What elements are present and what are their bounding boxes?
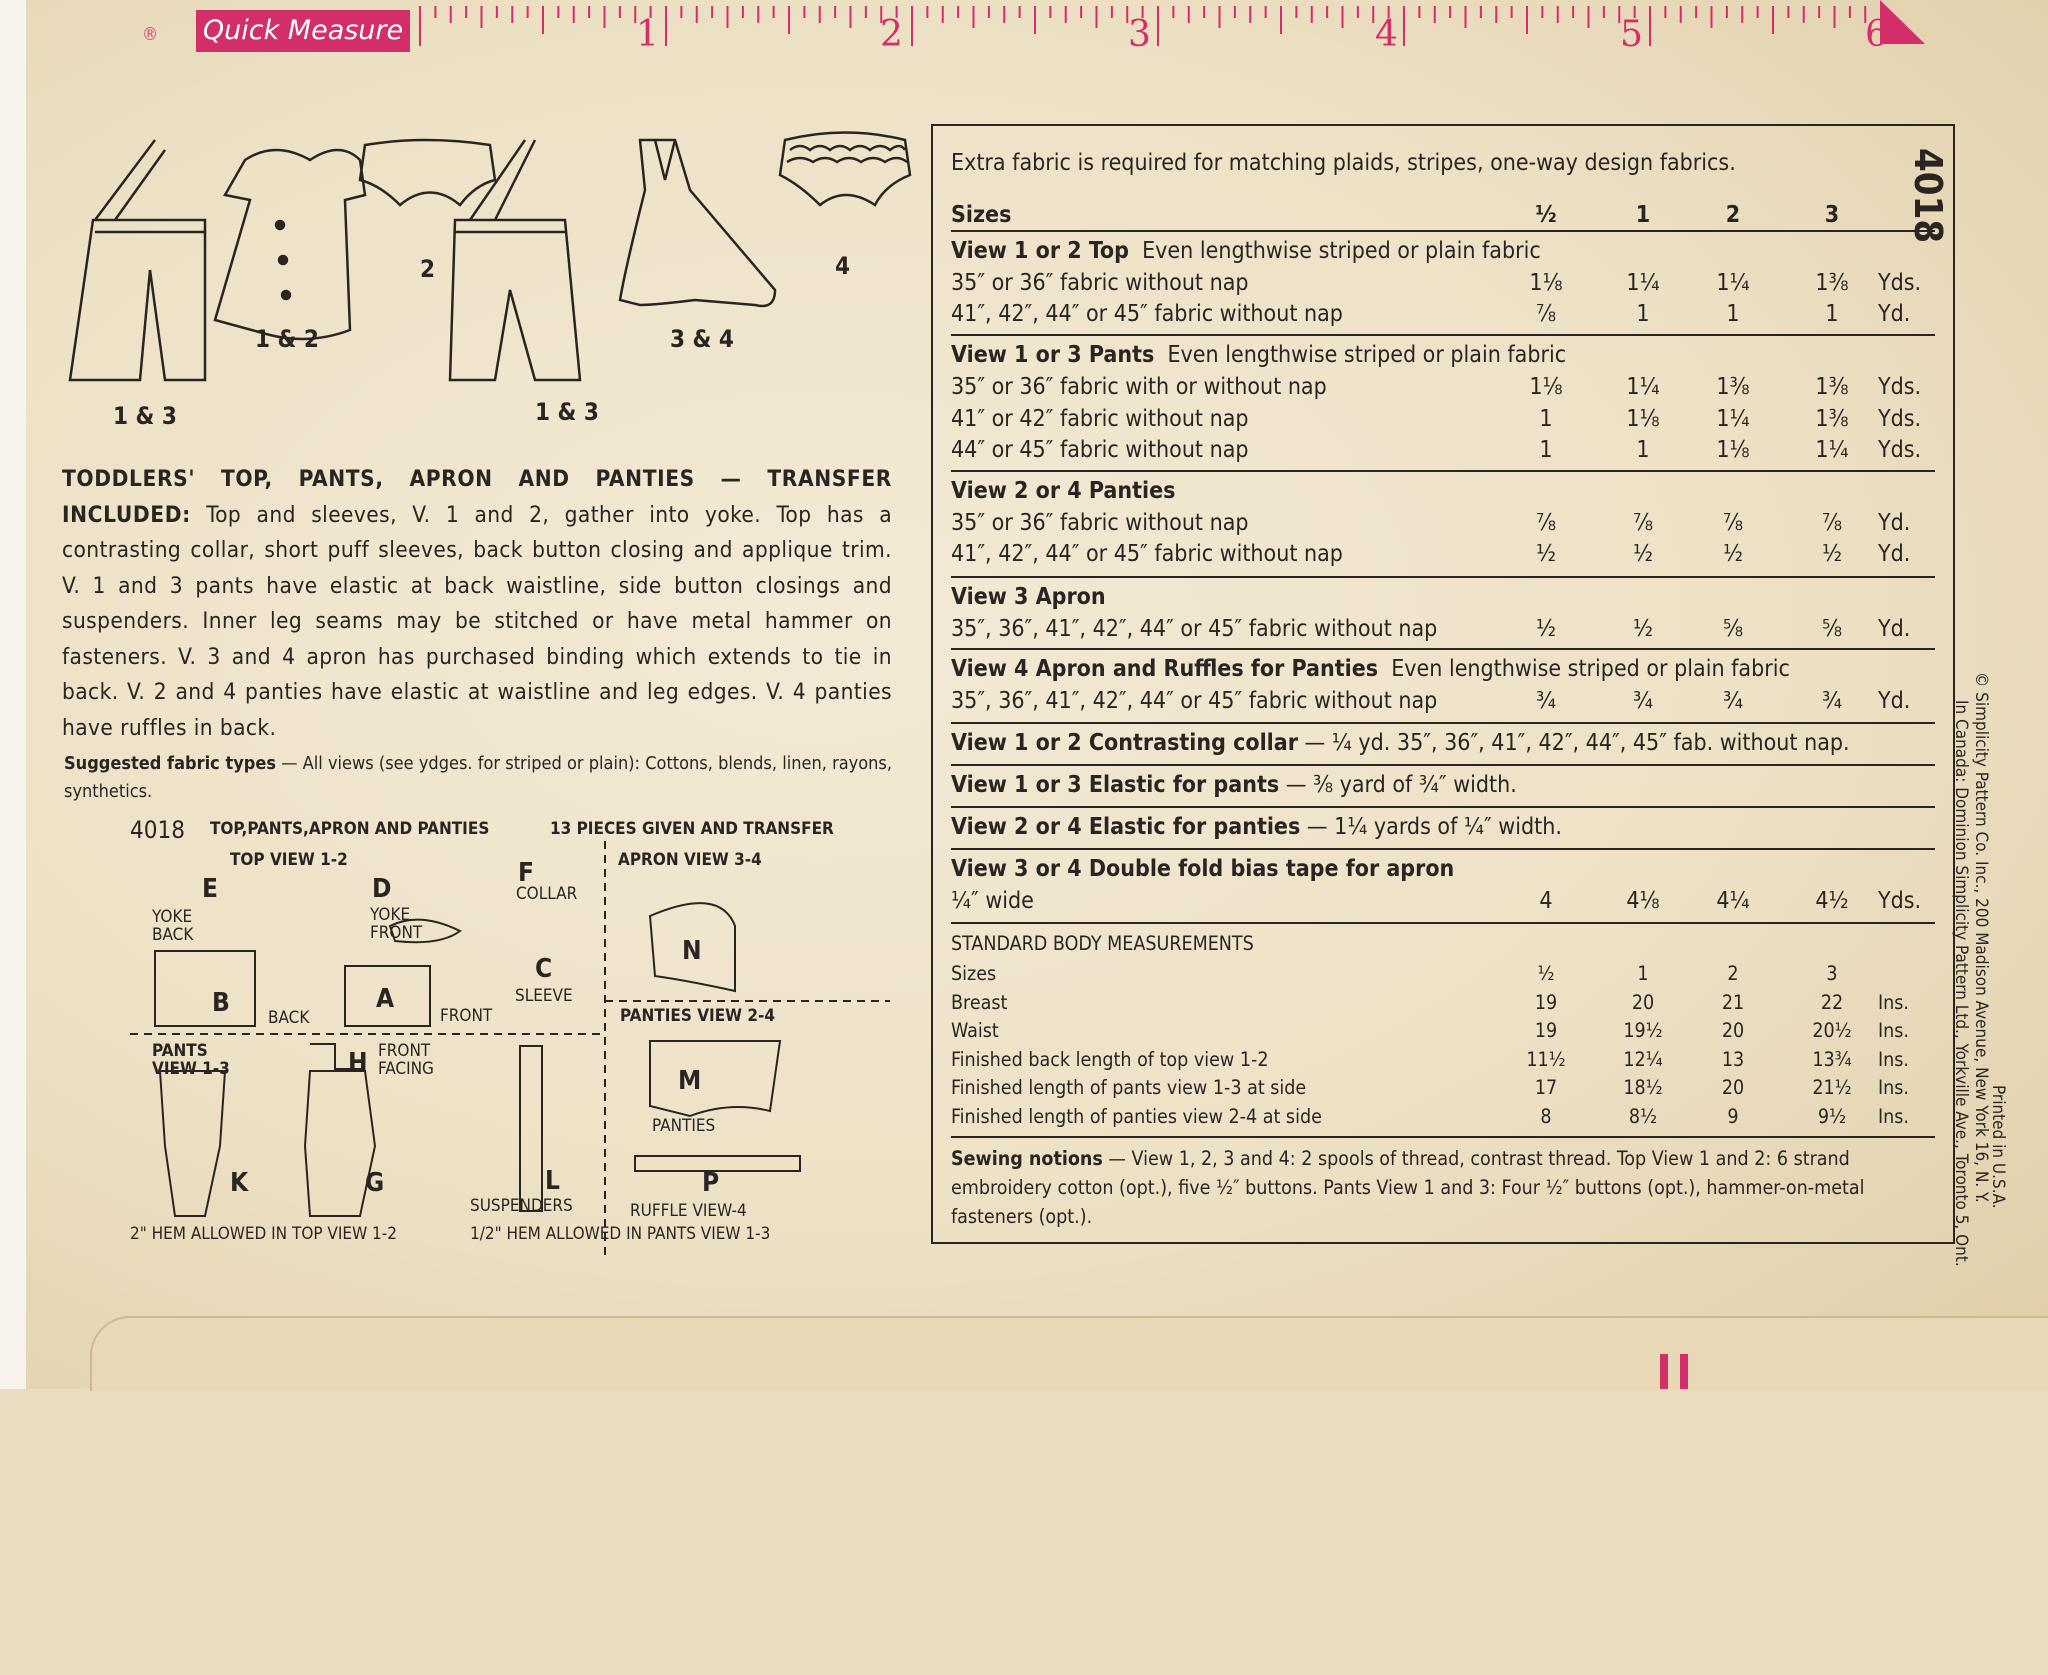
measurement-unit: Ins. [1878,1019,1910,1042]
row-unit: Yds. [1878,270,1922,296]
registered-mark: ® [142,24,159,45]
row-unit: Yds. [1878,406,1922,432]
size-col-2: 1 [1635,202,1651,228]
row-value: 1⅜ [1815,406,1849,432]
measurement-value: 9 [1727,1104,1739,1128]
measurement-label: Sizes [951,962,997,985]
piece-letter-b: B [212,988,230,1018]
collar-text: — ¼ yd. 35″, 36″, 41″, 42″, 44″, 45″ fab. without nap. [1297,730,1850,756]
measurement-label: Finished back length of top view 1-2 [951,1047,1269,1071]
divider [951,848,1935,850]
description-title: TODDLERS' TOP, PANTS, APRON AND PANTIES — TRANSFER INCLUDED: [62,466,892,528]
pants-sketch-right [450,140,580,380]
measurement-unit: Ins. [1878,1104,1910,1128]
divider [951,806,1935,808]
row-value: 1 [1825,301,1839,327]
illus-label-3-4: 3 & 4 [670,325,734,353]
measurement-unit: Ins. [1878,990,1910,1014]
measurement-value: 2 [1727,962,1739,985]
piece-letter-n: N [682,936,702,966]
garment-illustrations [55,120,915,440]
piece-letter-a: A [376,984,395,1014]
elastic-panties-text: — 1¼ yards of ¼″ width. [1300,814,1562,840]
size-col-1: ½ [1535,202,1557,228]
divider [951,1136,1935,1138]
panties-sketch [360,140,495,205]
row-value: 1⅛ [1529,270,1563,296]
yoke-back-label: YOKE BACK [152,907,194,945]
ruler-number-5: 5 [1620,14,1643,55]
row-value: ¾ [1722,688,1744,714]
ruler-number-4: 4 [1375,14,1398,55]
top-view-label: TOP VIEW 1-2 [230,850,348,870]
measurement-value: 1 [1637,962,1649,985]
quick-measure-ruler [190,0,1925,58]
row-value: ¾ [1821,688,1843,714]
row-value: 1 [1636,437,1650,463]
divider [951,648,1935,650]
divider [951,922,1935,924]
row-value: ⅝ [1722,616,1744,642]
illus-label-1-2: 1 & 2 [255,325,319,353]
section-pants-title: View 1 or 3 Pants [951,342,1155,368]
row-value: ½ [1632,541,1654,567]
measurement-value: 19½ [1623,1019,1663,1042]
row-value: ⅞ [1722,510,1744,536]
row-unit: Yds. [1878,374,1922,400]
scan-margin [0,0,26,1389]
table-note: Extra fabric is required for matching plaids, stripes, one-way design fabrics. [951,150,1736,176]
measurement-label: Waist [951,1019,999,1042]
fabric-types-label: Suggested fabric types [64,753,276,774]
pieces-header-title: TOP,PANTS,APRON AND PANTIES [210,819,490,839]
row-value: 1⅛ [1716,437,1750,463]
section-panties-title: View 2 or 4 Panties [951,478,1176,504]
registration-mark [1660,1354,1696,1389]
row-label: 35″ or 36″ fabric with or without nap [951,374,1327,400]
row-value: 1¼ [1626,270,1660,296]
apron-view-label: APRON VIEW 3-4 [618,850,762,870]
front-facing-label: FRONT FACING [378,1041,434,1079]
pants-sketch-left [70,140,205,380]
measurement-value: 12¼ [1623,1047,1663,1071]
row-value: 1 [1726,301,1740,327]
measurement-unit: Ins. [1878,1047,1910,1071]
row-value: 1 [1636,301,1650,327]
row-label: 35″, 36″, 41″, 42″, 44″ or 45″ fabric without nap [951,616,1438,642]
side-copyright: © Simplicity Pattern Co. Inc., 200 Madison Avenue, New York 16, N. Y. [1971,672,1991,1203]
bias-title: View 3 or 4 Double fold bias tape for apron [951,856,1455,882]
row-value: ¾ [1632,688,1654,714]
front-label: FRONT [440,1006,493,1026]
piece-letter-p: P [702,1168,720,1198]
divider [951,576,1935,578]
measurement-value: 20½ [1812,1019,1852,1042]
piece-k-shape [160,1071,225,1216]
row-label: 35″, 36″, 41″, 42″, 44″ or 45″ fabric without nap [951,688,1438,714]
hem-top-note: 2" HEM ALLOWED IN TOP VIEW 1-2 [130,1224,398,1244]
row-unit: Yd. [1878,688,1911,714]
measurement-value: 19 [1534,990,1558,1014]
section-top-subtitle: Even lengthwise striped or plain fabric [1142,238,1541,264]
pieces-pattern-number: 4018 [130,816,185,844]
size-col-3: 2 [1725,202,1741,228]
row-value: ⅝ [1821,616,1843,642]
piece-m-shape [650,1041,780,1116]
ruffle-label: RUFFLE VIEW-4 [630,1201,747,1221]
piece-letter-f: F [518,858,534,888]
elastic-pants-title: View 1 or 3 Elastic for pants [951,772,1280,798]
pants-view-label: PANTS VIEW 1-3 [152,1041,230,1079]
suggested-fabrics [64,750,892,806]
illus-label-1-3-left: 1 & 3 [113,402,177,430]
bias-value: 4 [1539,888,1553,914]
measurement-value: 8 [1540,1104,1552,1128]
sizes-header-label: Sizes [951,202,1012,228]
elastic-pants-text: — ⅜ yard of ¾″ width. [1279,772,1517,798]
fabric-types-text: — All views (see ydges. for striped or plain): Cottons, blends, linen, rayons, synthetics. [64,753,893,802]
measurement-label: Finished length of panties view 2-4 at side [951,1104,1322,1128]
measurement-value: 8½ [1628,1104,1658,1128]
piece-letter-e: E [202,874,218,904]
measurement-value: 13¾ [1812,1047,1852,1071]
row-unit: Yds. [1878,437,1922,463]
row-value: ½ [1632,616,1654,642]
row-value: 1 [1539,406,1553,432]
pattern-description [62,462,892,746]
elastic-panties-title: View 2 or 4 Elastic for panties [951,814,1301,840]
row-value: ¾ [1535,688,1557,714]
piece-letter-m: M [678,1066,702,1096]
row-value: 1⅜ [1716,374,1750,400]
row-value: 1¼ [1815,437,1849,463]
notions-block [951,1144,1916,1231]
size-col-4: 3 [1824,202,1840,228]
piece-b-shape [155,951,255,1026]
envelope-flap [90,1316,2048,1391]
row-label: 41″, 42″, 44″ or 45″ fabric without nap [951,301,1343,327]
piece-letter-l: L [545,1166,560,1196]
top-sketch [215,150,365,339]
pieces-header-count: 13 PIECES GIVEN AND TRANSFER [550,819,834,839]
row-value: 1¼ [1716,406,1750,432]
suspenders-label: SUSPENDERS [470,1196,573,1216]
measurement-value: 17 [1534,1076,1558,1099]
row-value: 1⅛ [1529,374,1563,400]
illus-label-4: 4 [835,252,851,280]
row-label: 41″ or 42″ fabric without nap [951,406,1249,432]
panties-label: PANTIES [652,1116,716,1136]
piece-letter-k: K [230,1168,249,1198]
collar-title: View 1 or 2 Contrasting collar [951,730,1298,756]
piece-letter-g: G [365,1168,385,1198]
row-label: 41″, 42″, 44″ or 45″ fabric without nap [951,541,1343,567]
measurement-value: 13 [1721,1047,1745,1071]
row-value: ½ [1722,541,1744,567]
row-value: ⅞ [1535,510,1557,536]
ruffled-panties-sketch [780,133,910,206]
measurement-value: 21½ [1812,1076,1852,1099]
row-unit: Yd. [1878,301,1911,327]
row-value: ½ [1821,541,1843,567]
notions-text: — View 1, 2, 3 and 4: 2 spools of thread, contrast thread. Top View 1 and 2: 6 strand embroidery cotton (opt.), five ½″ buttons. Pants View 1 and 3: Four ½″ buttons (opt.), hammer-on-metal fasteners (opt.). [951,1147,1865,1228]
section-top-title: View 1 or 2 Top [951,238,1129,264]
ruler-number-6: 6 [1865,14,1888,55]
yardage-table [931,124,1955,1244]
quick-measure-label: Quick Measure [196,10,410,52]
row-value: 1⅜ [1815,374,1849,400]
measurement-value: 22 [1820,990,1844,1014]
measurement-label: Finished length of pants view 1-3 at side [951,1076,1307,1099]
side-canada: In Canada: Dominion Simplicity Pattern Ltd., Yorkville Ave., Toronto 5, Ont. [1951,700,1971,1267]
ruler-number-3: 3 [1128,14,1151,55]
side-pattern-number: 4018 [1906,148,1950,244]
row-value: 1 [1539,437,1553,463]
row-value: ½ [1535,541,1557,567]
measurement-value: 19 [1534,1019,1558,1042]
illus-label-2: 2 [420,255,436,283]
measurement-value: 20 [1721,1076,1745,1099]
row-value: ⅞ [1632,510,1654,536]
section-ruffles-title: View 4 Apron and Ruffles for Panties [951,656,1379,682]
measurement-value: 20 [1631,990,1655,1014]
pattern-pieces-diagram [130,816,890,1256]
measurement-unit: Ins. [1878,1076,1910,1099]
row-unit: Yd. [1878,510,1911,536]
divider [951,230,1935,232]
illus-label-1-3-right: 1 & 3 [535,398,599,426]
divider [951,764,1935,766]
bias-value: 4¼ [1716,888,1750,914]
row-value: 1¼ [1626,374,1660,400]
divider [951,470,1935,472]
back-label: BACK [268,1008,310,1028]
measurement-value: 3 [1826,962,1838,985]
measurement-value: 18½ [1623,1076,1663,1099]
measurement-value: 11½ [1526,1047,1566,1071]
row-label: 35″ or 36″ fabric without nap [951,510,1249,536]
panties-view-label: PANTIES VIEW 2-4 [620,1006,775,1026]
side-printed: Printed in U.S.A. [1988,1085,2008,1209]
hem-pants-note: 1/2" HEM ALLOWED IN PANTS VIEW 1-3 [470,1224,771,1244]
sleeve-label: SLEEVE [515,986,573,1006]
row-label: 35″ or 36″ fabric without nap [951,270,1249,296]
measurement-value: 20 [1721,1019,1745,1042]
apron-sketch [620,140,775,306]
row-value: ⅞ [1535,301,1557,327]
row-value: 1¼ [1716,270,1750,296]
row-unit: Yd. [1878,616,1911,642]
divider [951,722,1935,724]
measurement-value: 9½ [1817,1104,1847,1128]
bias-value: 4½ [1815,888,1849,914]
yoke-front-label: YOKE FRONT [370,905,423,943]
row-label: 44″ or 45″ fabric without nap [951,437,1249,463]
notions-title: Sewing notions [951,1147,1103,1170]
measurement-value: ½ [1537,962,1555,985]
piece-letter-h: H [348,1048,368,1078]
row-value: 1⅜ [1815,270,1849,296]
piece-l-shape [520,1046,542,1211]
measurement-label: Breast [951,990,1008,1014]
row-value: 1⅛ [1626,406,1660,432]
bias-value: 4⅛ [1626,888,1660,914]
row-value: ⅞ [1821,510,1843,536]
ruler-number-1: 1 [636,14,659,55]
piece-letter-d: D [372,874,392,904]
measurement-value: 21 [1721,990,1745,1014]
section-apron-title: View 3 Apron [951,584,1106,610]
row-value: ½ [1535,616,1557,642]
divider [951,334,1935,336]
section-pants-subtitle: Even lengthwise striped or plain fabric [1167,342,1567,368]
piece-letter-c: C [535,954,553,984]
section-ruffles-subtitle: Even lengthwise striped or plain fabric [1391,656,1790,682]
garment-sketches [55,120,915,440]
bias-unit: Yds. [1878,888,1922,914]
description-body: Top and sleeves, V. 1 and 2, gather into yoke. Top has a contrasting collar, short puff sleeves, back button closing and applique trim. V. 1 and 3 pants have elastic at back waistline, side button closings and suspenders. Inner leg seams may be stitched or have metal hammer on fasteners. V. 3 and 4 apron has purchased binding which extends to tie in back. V. 2 and 4 panties have elastic at waistline and leg edges. V. 4 panties have ruffles in back. [62,501,893,741]
measure-title: STANDARD BODY MEASUREMENTS [951,932,1254,955]
ruler-ticks [190,0,1925,58]
row-unit: Yd. [1878,541,1911,567]
ruler-number-2: 2 [880,14,903,55]
bias-label: ¼″ wide [951,888,1034,914]
collar-label: COLLAR [516,884,578,904]
